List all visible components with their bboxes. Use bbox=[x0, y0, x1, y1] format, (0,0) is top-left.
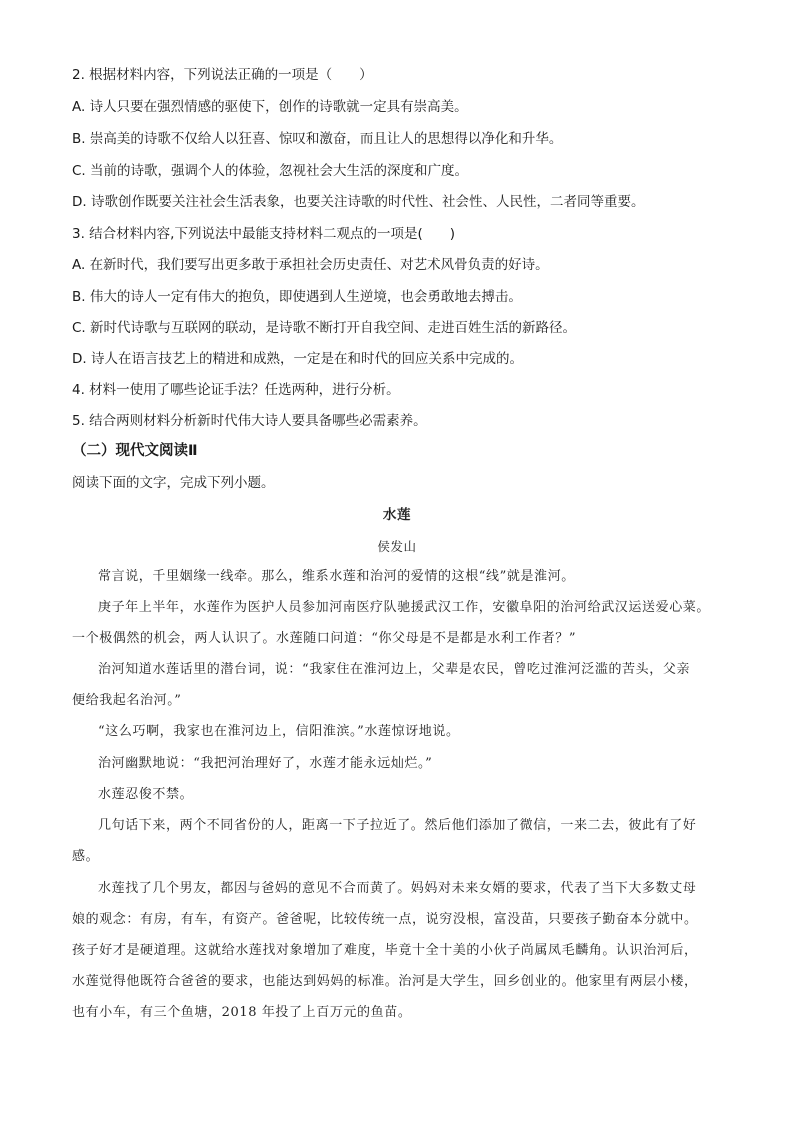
question-2-stem: 2. 根据材料内容，下列说法正确的一项是（ ） bbox=[72, 67, 373, 83]
story-paragraph-continuation: 便给我起名治河。” bbox=[72, 693, 182, 708]
story-title: 水莲 bbox=[382, 507, 412, 523]
story-paragraph: 庚子年上半年，水莲作为医护人员参加河南医疗队驰援武汉工作，安徽阜阳的治河给武汉运送爱心菜。 bbox=[98, 600, 711, 615]
question-2-option-a: A. 诗人只要在强烈情感的驱使下，创作的诗歌就一定具有崇高美。 bbox=[72, 99, 468, 115]
question-2-option-d: D. 诗歌创作既要关注社会生活表象，也要关注诗歌的时代性、社会性、人民性，二者同等重要。 bbox=[72, 194, 645, 210]
story-paragraph-continuation: 也有小车，有三个鱼塘，2018 年投了上百万元的鱼苗。 bbox=[72, 1005, 412, 1020]
story-paragraph: 常言说，千里姻缘一线牵。那么，维系水莲和治河的爱情的这根“线”就是淮河。 bbox=[98, 569, 575, 584]
story-paragraph: 几句话下来，两个不同省份的人，距离一下子拉近了。然后他们添加了微信，一来二去，彼此有了好 bbox=[98, 818, 697, 833]
story-paragraph: 治河幽默地说：“我把河治理好了，水莲才能永远灿烂。” bbox=[98, 756, 433, 771]
question-3-option-d: D. 诗人在语言技艺上的精进和成熟，一定是在和时代的回应关系中完成的。 bbox=[72, 351, 523, 367]
question-2-option-b: B. 崇高美的诗歌不仅给人以狂喜、惊叹和激奋，而且让人的思想得以净化和升华。 bbox=[72, 131, 563, 147]
question-4-stem: 4. 材料一使用了哪些论证手法？任选两种，进行分析。 bbox=[72, 382, 400, 398]
story-paragraph: 水莲忍俊不禁。 bbox=[98, 787, 194, 802]
story-paragraph: “这么巧啊，我家也在淮河边上，信阳淮滨。”水莲惊讶地说。 bbox=[98, 724, 460, 739]
story-paragraph: 治河知道水莲话里的潜台词，说：“我家住在淮河边上，父辈是农民，曾吃过淮河泛滥的苦头，父亲 bbox=[98, 662, 691, 677]
question-3-stem: 3. 结合材料内容,下列说法中最能支持材料二观点的一项是( ) bbox=[72, 226, 455, 242]
story-author: 侯发山 bbox=[377, 539, 417, 554]
story-paragraph-continuation: 孩子好才是硬道理。这就给水莲找对象增加了难度，毕竟十全十美的小伙子尚属凤毛麟角。认识治河后， bbox=[72, 943, 698, 958]
story-paragraph-continuation: 水莲觉得他既符合爸爸的要求，也能达到妈妈的标准。治河是大学生，回乡创业的。他家里有两层小楼， bbox=[72, 974, 698, 989]
section-title: （二）现代文阅读Ⅱ bbox=[72, 443, 198, 459]
story-paragraph: 水莲找了几个男友，都因与爸妈的意见不合而黄了。妈妈对未来女婿的要求，代表了当下大多数丈母 bbox=[98, 881, 697, 896]
question-2-option-c: C. 当前的诗歌，强调个人的体验，忽视社会大生活的深度和广度。 bbox=[72, 163, 469, 179]
story-paragraph-continuation: 感。 bbox=[72, 849, 100, 864]
story-paragraph-continuation: 一个极偶然的机会，两人认识了。水莲随口问道：“你父母是不是都是水利工作者？” bbox=[72, 631, 577, 646]
section-instruction: 阅读下面的文字，完成下列小题。 bbox=[72, 475, 275, 491]
question-5-stem: 5. 结合两则材料分析新时代伟大诗人要具备哪些必需素养。 bbox=[72, 413, 427, 429]
question-3-option-a: A. 在新时代，我们要写出更多敢于承担社会历史责任、对艺术风骨负责的好诗。 bbox=[72, 257, 549, 273]
question-3-option-b: B. 伟大的诗人一定有伟大的抱负，即使遇到人生逆境，也会勇敢地去搏击。 bbox=[72, 289, 522, 305]
story-paragraph-continuation: 娘的观念：有房，有车，有资产。爸爸呢，比较传统一点，说穷没根，富没苗，只要孩子勤奋本分就中。 bbox=[72, 912, 698, 927]
question-3-option-c: C. 新时代诗歌与互联网的联动，是诗歌不断打开自我空间、走进百姓生活的新路径。 bbox=[72, 320, 577, 336]
